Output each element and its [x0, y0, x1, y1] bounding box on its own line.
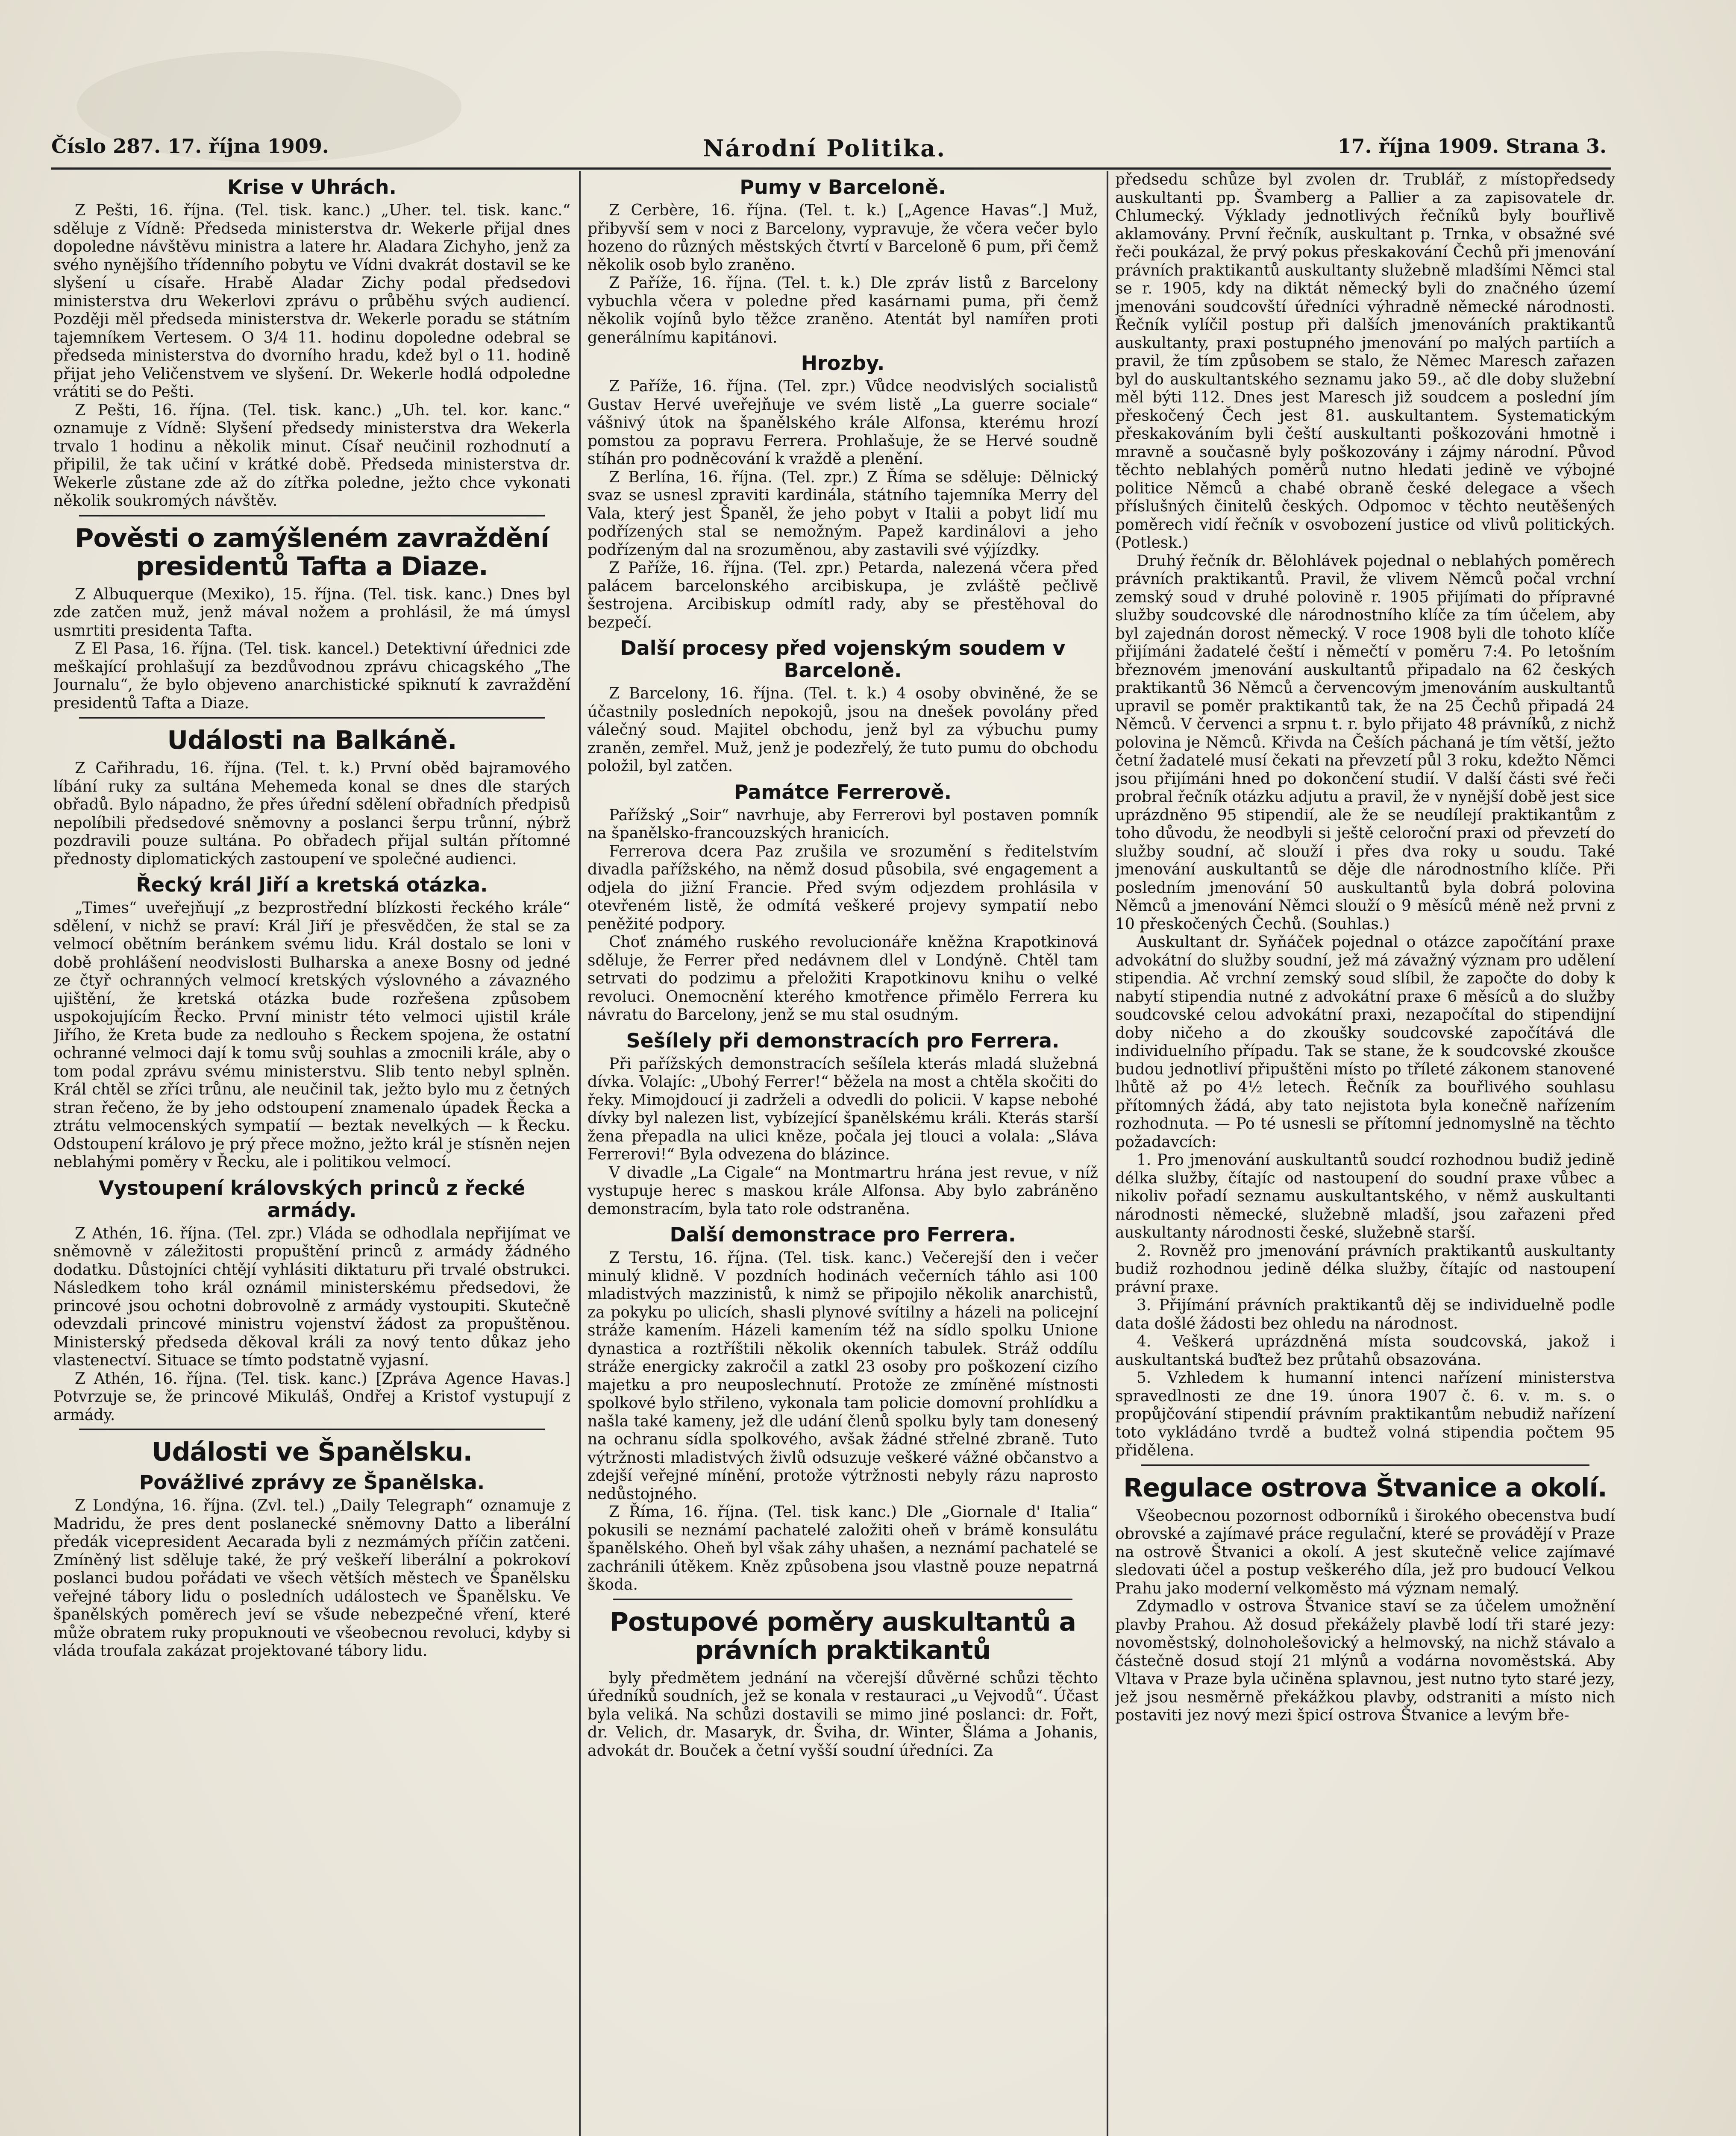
article-paragraph: Druhý řečník dr. Bělohlávek pojednal o neblahých poměrech právních praktikantů. Pravil, že vlivem Němců počal vrchní zemský soud v druhé polovině r. 1905 přijímati do přípravné služby soudcovské dle národnostního klíče za tím účelem, aby byl zajednán dorost německý. V roce 1908 byli dle tohoto klíče přijímáni žadatelé čeští i němečtí v poměru 7:4. Po letošním březnovém jmenování auskultantů připadalo na 62 českých praktikantů 36 Němců a červencovým jmenováním auskultantů upravil se poměr praktikantů tak, že na 25 Čechů připadá 24 Němců. V červenci a srpnu t. r. bylo přijato 48 právníků, z nichž polovina je Němců. Křivda na Češích páchaná je tím větší, ježto četní žadatelé musí čekati na převzetí půl 3 roku, kdežto Němci jsou přijímáni hned po dokončení studií. V další části své řeči probral řečník otázku adjutu a pravil, že v nynější době jest sice uprázdněno 95 stipendií, ale že se neudílejí praktikantům z toho důvodu, že neodbyli si ještě celoroční praxi od převzetí do služby soudní, ač slouží i přes dva roky u soudu. Také jmenování auskultantů se děje dle národnostního klíče. Při posledním jmenování 50 auskultantů byla dobrá polovina Němců a jmenování Němci slouží o 9 měsíců méně než prvni z 10 přeskočených Čechů. (Souhlas.) — [1115, 552, 1615, 933]
column-divider-1 — [579, 171, 581, 2136]
headline-krise: Krise v Uhrách. — [227, 176, 397, 199]
article-paragraph: byly předmětem jednání na včerejší důvěrné schůzi těchto úředníků soudních, jež se konala v restauraci „u Vejvodů“. Účast byla veliká. Na schůzi dostavili se mimo jiné poslanci: dr. Fořt, dr. Velich, dr. Masaryk, dr. Šviha, dr. Winter, Šláma a Johanis, advokát dr. Bouček a četní vyšší soudní úředníci. Za — [587, 1669, 1098, 1760]
article-paragraph: Z Pešti, 16. října. (Tel. tisk. kanc.) „Uh. tel. kor. kanc.“ oznamuje z Vídně: Slyšení předsedy ministerstva dra Wekerla trvalo 1 hodinu a několik minut. Císař neučinil rozhodnutí a připilil, že tak učiní v krátké době. Předseda ministerstva dr. Wekerle zůstane zde až do zítřka poledne, ježto chce vykonati několik soukromých návštěv. — [53, 401, 570, 510]
column-3 — [1115, 171, 1615, 2136]
article-paragraph: Z Pešti, 16. října. (Tel. tisk. kanc.) „Uher. tel. tisk. kanc.“ sděluje z Vídně: Předseda ministerstva dr. Wekerle přijal dnes dopoledne návštěvu ministra a latere hr. Aladara Zichyho, jenž za svého nynějšího třídenního pobytu ve Vídni dvakrát dostavil se ke slyšení u císaře. Hrabě Aladar Zichy podal předsedovi ministerstva dru Wekerlovi zprávu o průběhu svých audiencí. Později měl předseda ministerstva dr. Wekerle poradu se státním tajemníkem Vertesem. O 3/4 11. hodinu dopoledne odebral se předseda ministerstva do dvorního hradu, kdež byl o 11. hodině přijat jeho Veličenstvem ve slyšení. Dr. Wekerle hodlá odpoledne vrátiti se do Pešti. — [53, 202, 570, 401]
headline-spanelsko: Události ve Španělsku. — [151, 1437, 473, 1467]
column-2 — [587, 171, 1098, 2136]
article-paragraph: Z Albuquerque (Mexiko), 15. října. (Tel. tisk. kanc.) Dnes byl zde zatčen muž, jenž mával nožem a prohlásil, že má úmysl usmrtiti presidenta Tafta. — [53, 585, 570, 640]
page-info: 17. října 1909. Strana 3. — [1337, 135, 1607, 158]
article-paragraph: Pařížský „Soir“ navrhuje, aby Ferrerovi byl postaven pomník na španělsko-francouzských hranicích. — [587, 806, 1098, 842]
section-rule — [79, 515, 545, 516]
headline-postupove: Postupové poměry auskultantů a právních praktikantů — [610, 1607, 1076, 1665]
issue-info: Číslo 287. 17. října 1909. — [51, 135, 329, 158]
headline-hrozby: Hrozby. — [801, 352, 885, 375]
article-paragraph: Z Terstu, 16. října. (Tel. tisk. kanc.) Večerejší den i večer minulý klidně. V pozdních hodinách večerních táhlo asi 100 mladistvých mazzinistů, k nimž se připojilo několik anarchistů, za pokyku po ulicích, shasli plynové svítilny a házeli na policejní stráže kamením. Házeli kamením též na sídlo spolku Unione dynastica a roztříštili několik okenních tabulek. Stráž oddílu stráže energicky zakročil a zatkl 23 osoby pro poškození cizího majetku a pro neuposlechnutí. Protože ze zmíněné místnosti spolkové bylo střileno, vykonala tam policie domovní prohlídku a našla také kameny, jež dle udání členů spolku byly tam donesený na ochranu sídla spolkového, avšak žádné střelné zbraně. Tuto výtržnosti mladistvých živlů odsuzuje veškeré vážné občanstvo a zdejší veřejné mínění, protože výtržnosti nebyly rázu naprosto nedůstojného. — [587, 1249, 1098, 1503]
column-divider-2 — [1107, 171, 1108, 2136]
article-paragraph: Z El Pasa, 16. října. (Tel. tisk. kancel.) Detektivní úřednici zde meškající prohlašují za bezdůvodnou zprávu chicagského „The Journalu“, že bylo objeveno anarchistické spiknutí k zavraždění presidentů Tafta a Diaze. — [53, 640, 570, 712]
subheadline-recky-kral: Řecký král Jiří a kretská otázka. — [136, 873, 488, 896]
resolution-item: 2. Rovněž pro jmenování právních praktikantů auskultanty budiž rozhodnou jedině délka služby, čítajíc od nastoupení právní praxe. — [1115, 1242, 1615, 1296]
page-header — [51, 135, 1607, 169]
resolution-item: 3. Přijímání právních praktikantů děj se individuelně podle data došlé žádosti bez ohledu na národnost. — [1115, 1297, 1615, 1332]
article-paragraph: Z Barcelony, 16. října. (Tel. t. k.) 4 osoby obviněné, že se účastnily posledních nepokojů, jsou na dnešek povolány před válečný soud. Majitel obchodu, jenž byl za výbuchu pumy zraněn, zemřel. Muž, jenž je podezřelý, že tuto pumu do obchodu položil, byl zatčen. — [587, 685, 1098, 775]
section-rule — [79, 717, 545, 719]
article-paragraph: V divadle „La Cigale“ na Montmartru hrána jest revue, v níž vystupuje herec s maskou krále Alfonsa. Aby bylo zabráněno demonstracím, byla tato role odstraněna. — [587, 1164, 1098, 1218]
article-paragraph: Z Londýna, 16. října. (Zvl. tel.) „Daily Telegraph“ oznamuje z Madridu, že pres dent poslanecké sněmovny Datto a liberální předák vicepresident Aecarada byli z nezmámých příčin zatčeni. Zmíněný list sděluje také, že prý veškeří liberální a pokrokoví poslanci budou pořádati ve všech větších městech ve Španělsku veřejné tábory lidu o posledních událostech ve Španělsku. Ve španělských poměrech jeví se všude nebezpečné vření, které může obratem ruky propuknouti ve všeobecnou revoluci, kdyby si vláda troufala zakázat projektované tábory lidu. — [53, 1497, 570, 1660]
article-paragraph: Z Berlína, 16. října. (Tel. zpr.) Z Říma se sděluje: Dělnický svaz se usnesl zpraviti kardinála, státního tajemníka Merry del Vala, který jest Španěl, že jeho pobyt v Italii a pobyt lidí mu podřízených stal se nemožným. Papež kardinálovi a jeho podřízeným dal na srozuměnou, aby zastavili své výjízdky. — [587, 468, 1098, 559]
subheadline-povazlive: Povážlivé zprávy ze Španělska. — [139, 1471, 485, 1494]
headline-sesilely: Sešílely při demonstracích pro Ferrera. — [626, 1029, 1060, 1052]
article-paragraph: „Times“ uveřejňují „z bezprostřední blízkosti řeckého krále“ sdělení, v nichž se praví: Král Jiří je přesvědčen, že stal se za velmocí obětním beránkem svému lidu. Král dostalo se loni v době prohlášení neodvislosti Bulharska a anexe Bosny od jedné ze čtyř ochranných velmocí kretských výslovného a závazného ujištění, že kretská otázka bude rozřešena způsobem uspokojujícím Řecko. První ministr této velmoci ujistil krále Jiřího, že Kreta bude za nedlouho s Řeckem spojena, že ostatní ochranné velmoci dají k tomu svůj souhlas a zmocnili krále, aby o tom podal zprávu svému ministerstvu. Slib tento nebyl splněn. Král chtěl se zříci trůnu, ale neučinil tak, ježto bylo mu z četných stran řečeno, že by jeho odstoupení znamenalo úpadek Řecka a ztrátu velmocenských sympatií — beztak nevelkých — k Řecku. Odstoupení královo je prý přece možno, ježto král je stísněn nejen neblahými poměry v Řecku, ale i politikou velmocí. — [53, 899, 570, 1171]
header-rule — [51, 167, 1611, 170]
article-paragraph: Z Říma, 16. října. (Tel. tisk kanc.) Dle „Giornale d' Italia“ pokusili se neznámí pachatelé založiti oheň v brámě konsulátu španělského. Oheň byl však záhy uhašen, a neznámí pachatelé se zachránili útěkem. Kněz způsobena jsou vlastně pouze nepatrná škoda. — [587, 1503, 1098, 1593]
section-rule — [79, 1429, 545, 1430]
headline-regulace: Regulace ostrova Štvanice a okolí. — [1123, 1473, 1607, 1503]
resolution-item: 4. Veškerá uprázdněná místa soudcovská, jakož i auskultantská buďtež bez průtahů obsazována. — [1115, 1333, 1615, 1369]
article-paragraph: Choť známého ruského revolucionáře kněžna Krapotkinová sděluje, že Ferrer před nedávnem dlel v Londýně. Chtěl tam setrvati do podzimu a přeložiti Krapotkinovu knihu o velké revoluci. Onemocnění kterého kmotřence přimělo Ferrera ku návratu do Barcelony, jenž se mu stal osudným. — [587, 933, 1098, 1024]
newspaper-title: Národní Politika. — [703, 135, 946, 162]
article-paragraph: Z Cerbère, 16. října. (Tel. t. k.) [„Agence Havas“.] Muž, přibyvší sem v noci z Barcelony, vypravuje, že včera večer bylo hozeno do různých městských čtvrtí v Barceloně 6 pum, při čemž několik osob bylo zraněno. — [587, 202, 1098, 274]
article-paragraph: Všeobecnou pozornost odborníků i širokého obecenstva budí obrovské a zajímavé práce regulační, které se provádějí v Praze na ostrově Štvanici a okolí. A jest skutečně velice zajímavé sledovati účel a postup veškerého díla, jež pro budoucí Velkou Prahu jako moderní velkoměsto má význam nemalý. — [1115, 1507, 1615, 1597]
article-paragraph: Z Cařihradu, 16. října. (Tel. t. k.) První oběd bajramového líbání ruky za sultána Mehemeda konal se dnes dle starých obřadů. Bylo nápadno, že přes úřední sdělení obřadních předpisů nepolíbili předsedové sněmovny a poslanci šerpu trůnní, nýbrž pozdravili pouze sultána. Po obřadech přijal sultán přítomné přednosty diplomatických zastoupení ve společné audienci. — [53, 760, 570, 868]
article-paragraph: Z Paříže, 16. října. (Tel. zpr.) Vůdce neodvislých socialistů Gustav Hervé uveřejňuje ve svém listě „La guerre sociale“ vášnivý útok na španělského krále Alfonsa, kterému hrozí pomstou za popravu Ferrera. Prohlašuje, že se Hervé soudně stíhán pro podněcování k vraždě a plenění. — [587, 378, 1098, 468]
section-rule — [613, 1599, 1072, 1600]
article-paragraph: Z Athén, 16. října. (Tel. tisk. kanc.) [Zpráva Agence Havas.] Potvrzuje se, že princové Mikuláš, Ondřej a Kristof vystupují z armády. — [53, 1370, 570, 1424]
headline-pamatce: Památce Ferrerově. — [734, 780, 952, 804]
article-paragraph: Auskultant dr. Syňáček pojednal o otázce započítání praxe advokátní do služby soudní, jež má závažný význam pro udělení stipendia. Ač vrchní zemský soud slíbil, že započte do doby k nabytí stipendia nutné z advokátní praxe 6 měsíců a do služby soudcovské celou advokátní praxi, nezapočítal do stipendijní doby ničeho a do zkoušky soudcovské započítává dle individuelního případu. Tak se stane, že k soudcovské zkoušce budou jednotliví připuštěni místo po tříleté zákonem stanovené lhůtě až po 4½ letech. Řečník za bouřlivého souhlasu přítomných žádá, aby tato nejistota byla konečně nařízením rozhodnuta. — Po té usnesli se přítomní jednomyslně na těchto požadavcích: — [1115, 933, 1615, 1151]
article-paragraph: Z Paříže, 16. října. (Tel. zpr.) Petarda, nalezená včera před palácem barcelonského arcibiskupa, je zvláště pečlivě šestrojena. Arcibiskup odmítl rady, aby se přestěhoval do bezpečí. — [587, 559, 1098, 631]
article-paragraph: Z Paříže, 16. října. (Tel. t. k.) Dle zpráv listů z Barcelony vybuchla včera v poledne před kasárnami puma, při čemž několik vojínů bylo těžce zraněno. Atentát byl namířen proti generálnímu kapitánovi. — [587, 274, 1098, 346]
column-1 — [53, 171, 570, 2136]
article-paragraph: Ferrerova dcera Paz zrušila ve srozumění s ředitelstvím divadla pařížského, na němž dosud působila, své engagement a odjela do jižní Francie. Před svým odjezdem prohlásila v otevřeném listě, že odmítá veškeré projevy sympatií nebo peněžité podpory. — [587, 842, 1098, 933]
headline-procesy: Další procesy před vojenským soudem v Barceloně. — [620, 637, 1066, 682]
article-paragraph: Při pařížských demonstracích sešílela kterás mladá služebná dívka. Volajíc: „Ubohý Ferrer!“ běžela na most a chtěla skočiti do řeky. Mimojdoucí ji zadrželi a odvedli do policii. V kapse nebohé dívky byl nalezen list, vybízející španělskému králi. Kterás starší žena přepadla na ulici kněze, počala jej tlouci a volala: „Sláva Ferrerovi!“ Byla odvezena do blázince. — [587, 1055, 1098, 1163]
resolution-item: 1. Pro jmenování auskultantů soudcí rozhodnou budiž jedině délka služby, čítajíc od nastoupení do soudní praxe vůbec a nikoliv pořadí seznamu auskultantského, v němž auskultanti národnosti německé, služebně mladší, jsou zařazeni před auskultanty národnosti české, služebně starší. — [1115, 1151, 1615, 1241]
article-paragraph: Zdymadlo v ostrova Štvanice staví se za účelem umožnění plavby Prahou. Až dosud překážely plavbě lodí tři staré jezy: novoměstský, dolnoholešovický a helmovský, na nichž stávalo a částečně dosud stojí 21 mlýnů a vodárna novoměstská. Aby Vltava v Praze byla učiněna splavnou, jest nutno tyto staré jezy, jež jsou nesměrně překážkou plavby, odstraniti a místo nich postaviti jez nový mezi špicí ostrova Štvanice a levým bře- — [1115, 1598, 1615, 1724]
headline-dalsi: Další demonstrace pro Ferrera. — [670, 1223, 1016, 1246]
headline-balkan: Události na Balkáně. — [167, 725, 457, 755]
headline-pumy: Pumy v Barceloně. — [740, 176, 946, 199]
article-paragraph: Z Athén, 16. října. (Tel. zpr.) Vláda se odhodlala nepřijímat ve sněmovně v záležitosti propuštění princů z armády žádného dodatku. Důstojníci chtějí vyhlásiti diktaturu při trvalé obstrukci. Následkem toho král oznámil ministerskému předsedovi, že princové jsou ochotni dobrovolně z armády vystoupiti. Skutečně odevzdali princové ministru vojenství žádost za propuštěnou. Ministerský předseda děkoval králi za nový tento důkaz jeho vlastenectví. Situace se tímto podstatně vyjasní. — [53, 1224, 570, 1369]
resolution-item: 5. Vzhledem k humanní intenci nařízení ministerstva spravedlnosti ze dne 19. února 1907 č. 6. v. m. s. o propůjčování stipendií právním praktikantům nebudiž nařízení toto vykládáno tvrdě a budtež volná stipendia počtem 95 přidělena. — [1115, 1369, 1615, 1459]
section-rule — [1141, 1464, 1589, 1466]
article-paragraph: předsedu schůze byl zvolen dr. Trublář, z místopředsedy auskultanti pp. Švamberg a Pallier a za zapisovatele dr. Chlumecký. Výklady jednotlivých řečníků byly bouřlivě aklamovány. První řečník, auskultant p. Trnka, v obsažné své řeči poukázal, že prvý pokus přeskakování Čechů při jmenování právních praktikantů auskultanty služebně mladšími Němci stal se r. 1905, kdy na diktát německý byli do značného území jmenováni soudcovští úředníci výhradně německé národnosti. Řečník vylíčil postup při dalších jmenováních praktikantů auskultanty, praxi postupného jmenování po malých partiích a pravil, že tím způsobem se stalo, že Němec Maresch zařazen byl do auskultantského seznamu jako 59., ač dle doby služební měl býti 112. Dnes jest Maresch již soudcem a poslední jím přeskočený Čech jest 81. auskultantem. Systematickým přeskakováním byli čeští auskultanti poškozováni hmotně i mravně a současně byly poškozovány i zájmy národní. Původ těchto neblahých poměrů nutno hledati jedině ve výbojné politice Němců a chabé obraně české delegace a všech příslušných činitelů českých. Odpomoc v těchto neutěšených poměrech vidí řečník v osvobození justice od vlivů politických. (Potlesk.) — [1115, 171, 1615, 552]
subheadline-vystoupeni: Vystoupení královských princů z řecké armády. — [98, 1176, 526, 1222]
headline-povesti: Pověsti o zamýšleném zavraždění presidentů Tafta a Diaze. — [75, 523, 549, 581]
